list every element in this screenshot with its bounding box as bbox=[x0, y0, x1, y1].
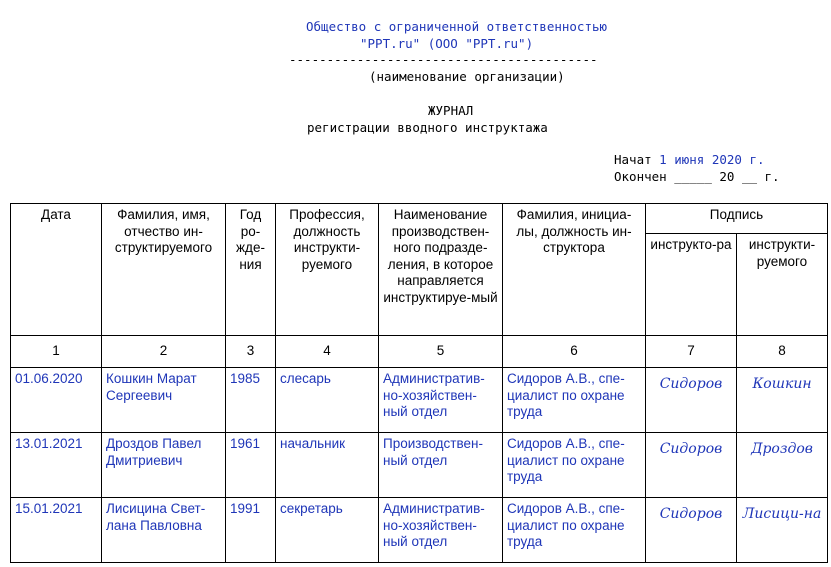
started-label: Начат bbox=[614, 152, 652, 167]
table-row bbox=[11, 498, 828, 563]
org-name-line1: Общество с ограниченной ответственностью bbox=[306, 19, 608, 34]
cell-instructor: Сидоров А.В., спе-циалист по охране труда bbox=[503, 368, 646, 433]
signature-instructed: Кошкин bbox=[737, 368, 828, 433]
cell-profession: секретарь bbox=[276, 498, 379, 563]
ended-label: Окончен bbox=[614, 169, 667, 184]
cell-birth-year: 1991 bbox=[226, 498, 276, 563]
journal-subtitle: регистрации вводного инструктажа bbox=[307, 120, 548, 135]
cell-department: Административ-но-хозяйствен-ный отдел bbox=[379, 368, 503, 433]
cell-date: 01.06.2020 bbox=[11, 368, 102, 433]
cell-birth-year: 1985 bbox=[226, 368, 276, 433]
cell-fio: Дроздов Павел Дмитриевич bbox=[102, 433, 226, 498]
column-number: 8 bbox=[737, 336, 828, 368]
cell-instructor: Сидоров А.В., спе-циалист по охране труда bbox=[503, 433, 646, 498]
ended-line bbox=[614, 169, 780, 184]
table-row bbox=[11, 368, 828, 433]
header-instructor: Фамилия, инициа-лы, должность ин-структора bbox=[503, 204, 646, 336]
signature-instructor: Сидоров bbox=[646, 368, 737, 433]
header-signature: Подпись bbox=[646, 204, 828, 234]
header-birth-year: Год ро-жде-ния bbox=[226, 204, 276, 336]
cell-fio: Кошкин Марат Сергеевич bbox=[102, 368, 226, 433]
cell-instructor: Сидоров А.В., спе-циалист по охране труда bbox=[503, 498, 646, 563]
signature-instructor: Сидоров bbox=[646, 433, 737, 498]
column-number: 4 bbox=[276, 336, 379, 368]
journal-title: ЖУРНАЛ bbox=[428, 103, 474, 118]
header-sig-instructed: инструкти-руемого bbox=[737, 234, 828, 336]
cell-birth-year: 1961 bbox=[226, 433, 276, 498]
signature-instructed: Дроздов bbox=[737, 433, 828, 498]
signature-instructed: Лисици-на bbox=[737, 498, 828, 563]
header-sig-instructor: инструкто-ра bbox=[646, 234, 737, 336]
column-number: 1 bbox=[11, 336, 102, 368]
org-name-line2: "PPT.ru" (ООО "PPT.ru") bbox=[360, 36, 534, 51]
column-numbers-row bbox=[11, 336, 828, 368]
cell-fio: Лисицина Свет-лана Павловна bbox=[102, 498, 226, 563]
header-profession: Профессия, должность инструкти-руемого bbox=[276, 204, 379, 336]
org-caption: (наименование организации) bbox=[369, 69, 565, 84]
column-number: 6 bbox=[503, 336, 646, 368]
header-date: Дата bbox=[11, 204, 102, 336]
table-row bbox=[11, 433, 828, 498]
org-name-underline: ----------------------------------------- bbox=[289, 52, 598, 67]
header-department: Наименование производствен-ного подразде-ления, в которое направляется инструктируе-мый bbox=[379, 204, 503, 336]
cell-profession: слесарь bbox=[276, 368, 379, 433]
header-fio: Фамилия, имя, отчество ин-структируемого bbox=[102, 204, 226, 336]
journal-table bbox=[10, 203, 828, 563]
header-row bbox=[11, 204, 828, 234]
column-number: 7 bbox=[646, 336, 737, 368]
ended-value: _____ 20 __ г. bbox=[674, 169, 780, 184]
column-number: 3 bbox=[226, 336, 276, 368]
started-value: 1 июня 2020 г. bbox=[659, 152, 765, 167]
column-number: 5 bbox=[379, 336, 503, 368]
cell-date: 13.01.2021 bbox=[11, 433, 102, 498]
cell-profession: начальник bbox=[276, 433, 379, 498]
signature-instructor: Сидоров bbox=[646, 498, 737, 563]
cell-department: Производствен-ный отдел bbox=[379, 433, 503, 498]
cell-date: 15.01.2021 bbox=[11, 498, 102, 563]
column-number: 2 bbox=[102, 336, 226, 368]
started-line bbox=[614, 152, 765, 167]
cell-department: Административ-но-хозяйствен-ный отдел bbox=[379, 498, 503, 563]
